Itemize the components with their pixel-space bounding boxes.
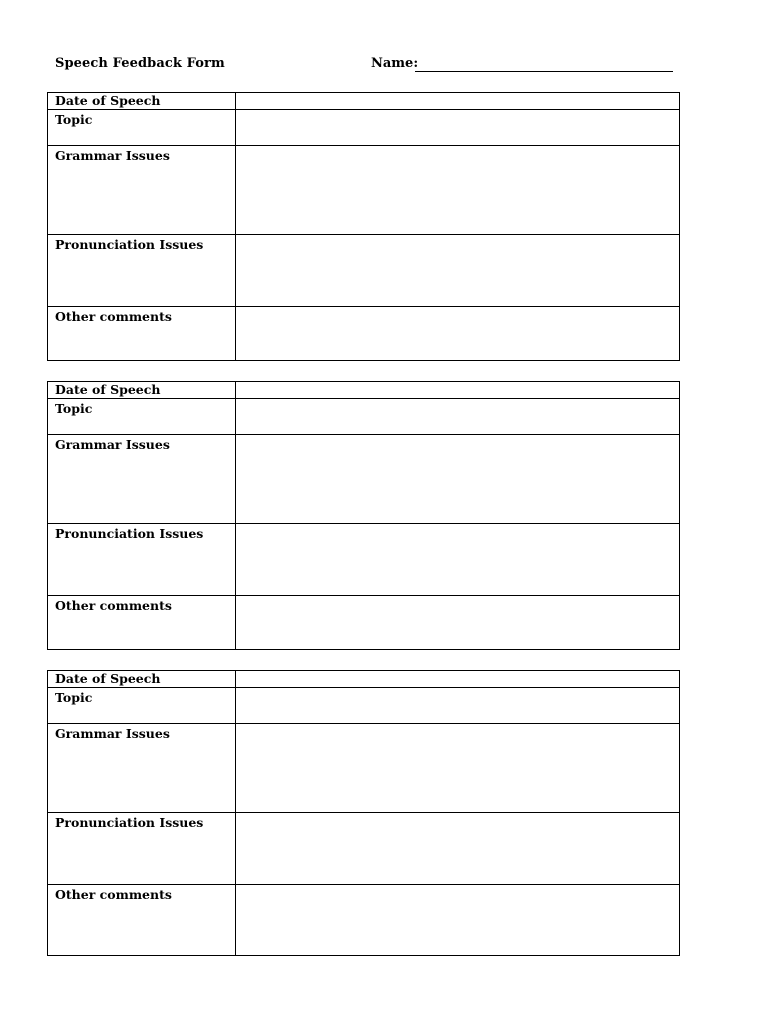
- date-of-speech-field[interactable]: [236, 382, 680, 399]
- other-comments-label: Other comments: [48, 885, 236, 956]
- topic-label: Topic: [48, 399, 236, 435]
- date-of-speech-field[interactable]: [236, 93, 680, 110]
- grammar-issues-field[interactable]: [236, 146, 680, 235]
- other-comments-label: Other comments: [48, 307, 236, 361]
- topic-field[interactable]: [236, 110, 680, 146]
- date-of-speech-label: Date of Speech: [48, 671, 236, 688]
- date-of-speech-field[interactable]: [236, 671, 680, 688]
- topic-label: Topic: [48, 110, 236, 146]
- grammar-issues-field[interactable]: [236, 435, 680, 524]
- grammar-issues-label: Grammar Issues: [48, 724, 236, 813]
- other-comments-field[interactable]: [236, 307, 680, 361]
- pronunciation-issues-field[interactable]: [236, 235, 680, 307]
- grammar-issues-label: Grammar Issues: [48, 435, 236, 524]
- pronunciation-issues-label: Pronunciation Issues: [48, 524, 236, 596]
- grammar-issues-label: Grammar Issues: [48, 146, 236, 235]
- topic-field[interactable]: [236, 399, 680, 435]
- date-of-speech-label: Date of Speech: [48, 382, 236, 399]
- grammar-issues-field[interactable]: [236, 724, 680, 813]
- form-header: [0, 56, 768, 78]
- pronunciation-issues-label: Pronunciation Issues: [48, 235, 236, 307]
- feedback-table-1: [47, 92, 680, 361]
- date-of-speech-label: Date of Speech: [48, 93, 236, 110]
- topic-label: Topic: [48, 688, 236, 724]
- pronunciation-issues-field[interactable]: [236, 813, 680, 885]
- name-input-line[interactable]: [415, 71, 673, 72]
- form-title: Speech Feedback Form: [55, 56, 225, 71]
- other-comments-label: Other comments: [48, 596, 236, 650]
- other-comments-field[interactable]: [236, 885, 680, 956]
- pronunciation-issues-label: Pronunciation Issues: [48, 813, 236, 885]
- other-comments-field[interactable]: [236, 596, 680, 650]
- pronunciation-issues-field[interactable]: [236, 524, 680, 596]
- feedback-table-3: [47, 670, 680, 956]
- name-label: Name:: [371, 56, 419, 71]
- feedback-table-2: [47, 381, 680, 650]
- topic-field[interactable]: [236, 688, 680, 724]
